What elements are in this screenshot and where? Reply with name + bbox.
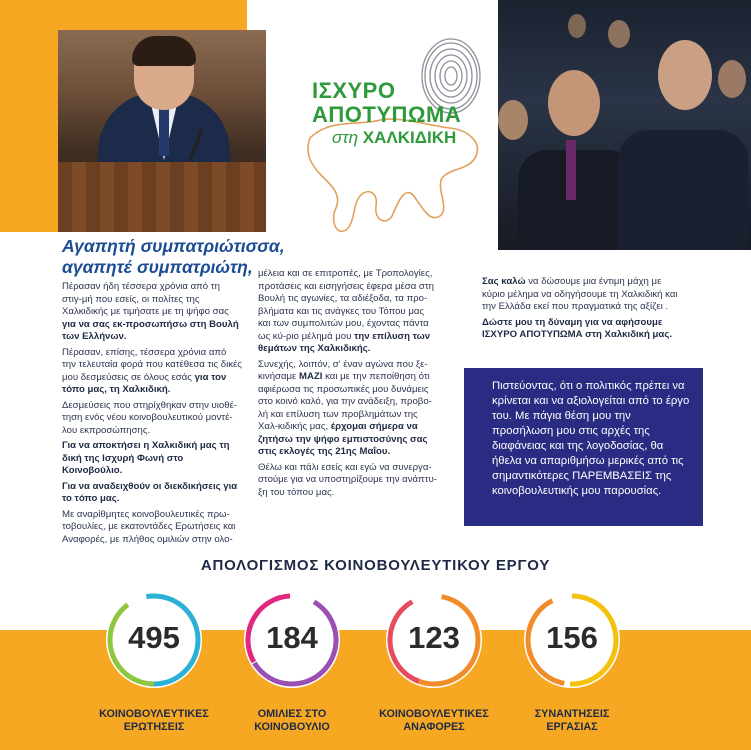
- stat-value: 495: [128, 620, 180, 655]
- stat-meetings: [502, 592, 642, 742]
- stat-ring: [386, 592, 482, 688]
- stat-speeches: [222, 592, 362, 742]
- logo-title-line3-bold: ΧΑΛΚΙΔΙΚΗ: [362, 128, 457, 147]
- col2-paragraph-3: Θέλω και πάλι εσείς και εγώ να συνεργα-στούμε για να υποστηρίξουμε την ανάπτυ-ξη του τόπου μας.: [258, 461, 437, 498]
- stat-questions: [84, 592, 224, 742]
- col2-paragraph-2: Συνεχής, λοιπόν, σ' έναν αγώνα που ξε-κινήσαμε ΜΑΖΙ και με την πεποίθηση ότι αφιέρωσα τις προσωπικές μου δυνάμεις στο κοινό καλό, για την ανάδειξη, προβο-λή και επίλυση των προβλημάτων της Χαλ-κιδικής μας, έρχομαι σήμερα να ζητήσω την ψήφο εμπιστοσύνης σας στις εκλογές της 21ης Μαΐου.: [258, 358, 432, 457]
- logo-title-line3: [332, 128, 456, 148]
- stat-value: 123: [408, 620, 460, 655]
- col3-paragraph-2: Δώστε μου τη δύναμη για να αφήσουμε ΙΣΧΥΡΟ ΑΠΟΤΥΠΩΜΑ στη Χαλκιδική μας.: [482, 316, 672, 340]
- logo-title-line3-italic: στη: [332, 128, 359, 147]
- stat-reports: [364, 592, 504, 742]
- salutation-line1: Αγαπητή συμπατριώτισσα,: [62, 236, 285, 256]
- blue-quote-box: [464, 368, 703, 526]
- blue-box-text: Πιστεύοντας, ότι ο πολιτικός πρέπει να κρίνεται και να αξιολογείται από το έργο του. Με πάγια θέση μου την προσήλωση μου στις αρχές της διαφάνειας και της λογοδοσίας, θα ήθελα να απαριθμήσω μερικές από τις σημαντικότερες ΠΑΡΕΜΒΑΣΕΙΣ της κοινοβουλευτικής μου παρουσίας.: [492, 380, 690, 497]
- col1-paragraph-1: Πέρασαν ήδη τέσσερα χρόνια από τη στιγ-μή που εσείς, οι πολίτες της Χαλκιδικής με τιμήσατε με τη ψήφο σας για να σας εκ-προσωπήσω στη Βουλή των Ελλήνων.: [62, 281, 239, 342]
- campaign-logo: [300, 36, 500, 236]
- stat-ring: [244, 592, 340, 688]
- col3-paragraph-1: Σας καλώ να δώσουμε μια έντιμη μάχη με κύριο μέλημα να οδηγήσουμε τη Χαλκιδική και την Ελλάδα εκεί που πραγματικά της αξίζει .: [482, 276, 678, 312]
- stat-label-line1: ΚΟΙΝΟΒΟΥΛΕΥΤΙΚΕΣ: [379, 708, 489, 720]
- stat-value: 184: [266, 620, 318, 655]
- col1-paragraph-4: Για να αποκτήσει η Χαλκιδική μας τη δική της Ισχυρή Φωνή στο Κοινοβούλιο.: [62, 440, 230, 476]
- stat-value: 156: [546, 620, 598, 655]
- col1-paragraph-5: Για να αναδειχθούν οι διεκδικήσεις για το τόπο μας.: [62, 480, 238, 504]
- stats-heading: ΑΠΟΛΟΓΙΣΜΟΣ ΚΟΙΝΟΒΟΥΛΕΥΤΙΚΟΥ ΕΡΓΟΥ: [200, 557, 551, 574]
- stat-ring: [524, 592, 620, 688]
- stat-label-line2: ΑΝΑΦΟΡΕΣ: [403, 721, 465, 733]
- stat-label-line1: ΚΟΙΝΟΒΟΥΛΕΥΤΙΚΕΣ: [99, 708, 209, 720]
- stat-label-line2: ΕΡΓΑΣΙΑΣ: [546, 721, 598, 733]
- letter-column-2: [258, 268, 438, 502]
- logo-title-line2: ΑΠΟΤΥΠΩΜΑ: [312, 102, 462, 127]
- stat-label-line1: ΣΥΝΑΝΤΗΣΕΙΣ: [534, 708, 610, 720]
- stat-label-line2: ΚΟΙΝΟΒΟΥΛΙΟ: [254, 721, 330, 733]
- salutation-line2: αγαπητέ συμπατριώτη,: [62, 257, 253, 277]
- letter-column-3: [482, 276, 678, 345]
- col1-paragraph-3: Δεσμεύσεις που στηρίχθηκαν στην υιοθέ-τηση ενός νέου κοινοβουλευτικού μοντέ-λου εκπροσώπησης.: [62, 399, 238, 436]
- photo-crowd-event: [498, 0, 751, 250]
- photo-mp-at-podium: [58, 30, 266, 232]
- col1-paragraph-6: Με αναρίθμητες κοινοβουλευτικές πρω-τοβουλίες, με εκατοντάδες Ερωτήσεις και Αναφορές, με πλήθος ομιλιών στην ολο-: [62, 508, 236, 545]
- col1-paragraph-2: Πέρασαν, επίσης, τέσσερα χρόνια από την τελευταία φορά που κατέθεσα τις δικές μου δεσμεύσεις σε όλους εσάς για τον τόπο μας, τη Χαλκιδική.: [62, 346, 242, 395]
- letter-column-1: [62, 281, 242, 549]
- col2-paragraph-1: μέλεια και σε επιτροπές, με Τροπολογίες, προτάσεις και εισηγήσεις έφερα μέσα στη Βουλή τις αγωνίες, τα αδιέξοδα, τα προ-βλήματα και τις ανάγκες του Τόπου μας και των συμπολιτών μου, έχοντας πάντα ως κύ-ριο μέλημά μου την επίλυση των θεμάτων της Χαλκιδικής.: [258, 268, 434, 354]
- stat-label-line1: ΟΜΙΛΙΕΣ ΣΤΟ: [257, 708, 327, 720]
- stat-label-line2: ΕΡΩΤΗΣΕΙΣ: [123, 721, 185, 733]
- logo-title-line1: ΙΣΧΥΡΟ: [312, 78, 396, 103]
- stat-ring: [106, 592, 202, 688]
